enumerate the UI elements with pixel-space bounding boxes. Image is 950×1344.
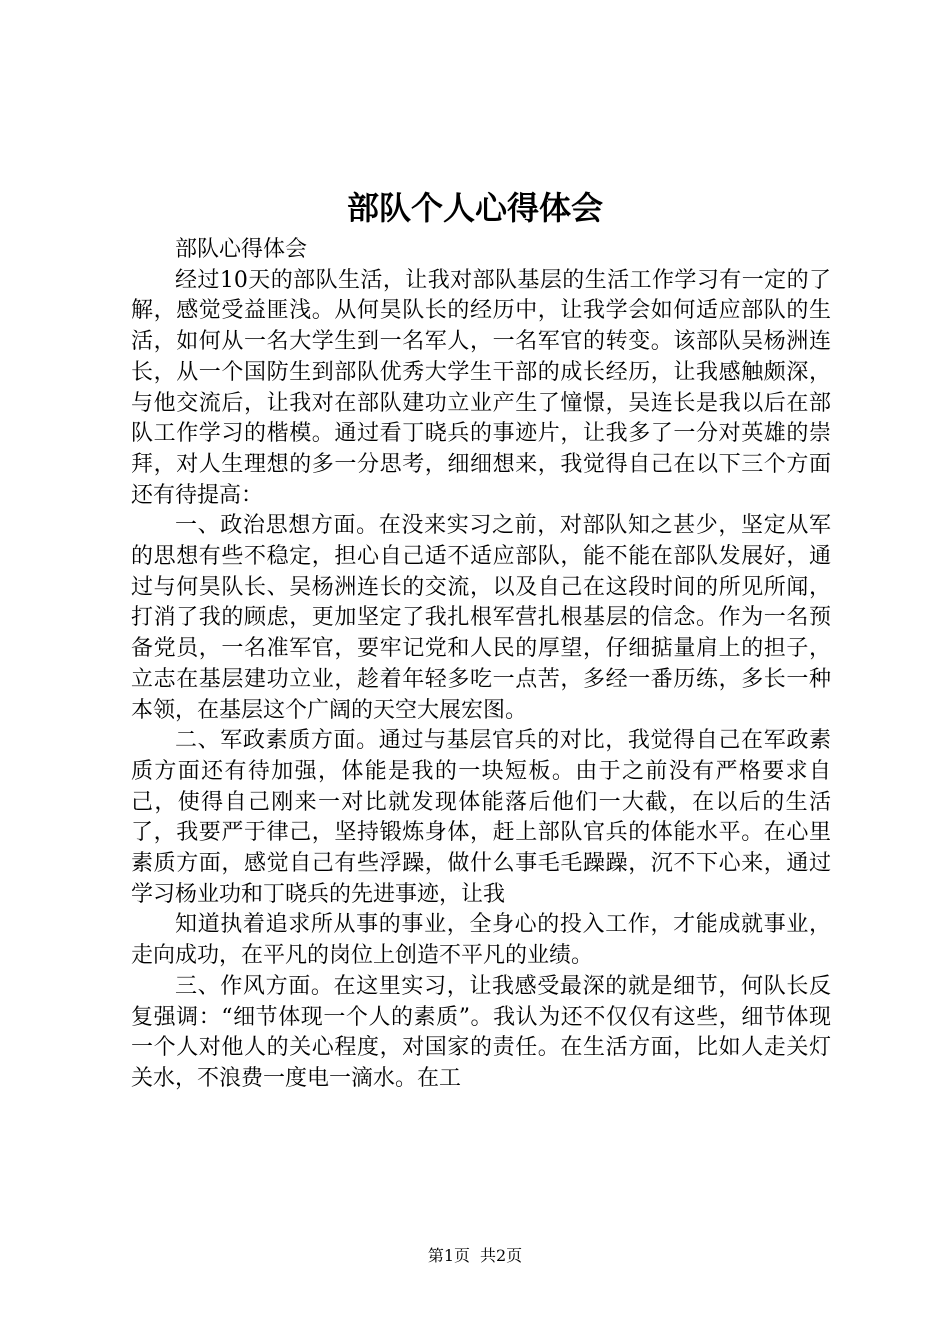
document-body bbox=[131, 235, 831, 1095]
paragraph-political-thought: 一、政治思想方面。在没来实习之前，对部队知之甚少，坚定从军的思想有些不稳定，担心自己适不适应部队，能不能在部队发展好，通过与何昊队长、吴杨洲连长的交流，以及自己在这段时间的所见所闻，打消了我的顾虑，更加坚定了我扎根军营扎根基层的信念。作为一名预备党员，一名准军官，要牢记党和人民的厚望，仔细掂量肩上的担子，立志在基层建功立业，趁着年轻多吃一点苦，多经一番历练，多长一种本领，在基层这个广阔的天空大展宏图。 bbox=[131, 513, 831, 723]
paragraph-military-quality: 二、军政素质方面。通过与基层官兵的对比，我觉得自己在军政素质方面还有待加强，体能是我的一块短板。由于之前没有严格要求自己，使得自己刚来一对比就发现体能落后他们一大截，在以后的生活了，我要严于律己，坚持锻炼身体，赶上部队官兵的体能水平。在心里素质方面，感觉自己有些浮躁，做什么事毛毛躁躁，沉不下心来，通过学习杨业功和丁晓兵的先进事迹，让我 bbox=[131, 728, 831, 907]
paragraph-intro: 经过10天的部队生活，让我对部队基层的生活工作学习有一定的了解，感觉受益匪浅。从何昊队长的经历中，让我学会如何适应部队的生活，如何从一名大学生到一名军人，一名军官的转变。该部队吴杨洲连长，从一个国防生到部队优秀大学生干部的成长经历，让我感触颇深，与他交流后，让我对在部队建功立业产生了憧憬，吴连长是我以后在部队工作学习的楷模。通过看丁晓兵的事迹片，让我多了一分对英雄的崇拜，对人生理想的多一分思考，细细想来，我觉得自己在以下三个方面还有待提高： bbox=[131, 267, 831, 508]
paragraph-work-style: 三、作风方面。在这里实习，让我感受最深的就是细节，何队长反复强调：“细节体现一个人的素质”。我认为还不仅仅有这些，细节体现一个人对他人的关心程度，对国家的责任。在生活方面，比如人走关灯关水，不浪费一度电一滴水。在工 bbox=[131, 973, 831, 1091]
document-title: 部队个人心得体会 bbox=[346, 189, 603, 227]
page-number: 第1页 bbox=[427, 1246, 470, 1265]
paragraph-subtitle: 部队心得体会 bbox=[175, 237, 308, 262]
paragraph-career-success: 知道执着追求所从事的事业，全身心的投入工作，才能成就事业，走向成功，在平凡的岗位上创造不平凡的业绩。 bbox=[131, 912, 831, 969]
page-footer bbox=[0, 1245, 950, 1267]
page-total: 共2页 bbox=[480, 1246, 523, 1265]
